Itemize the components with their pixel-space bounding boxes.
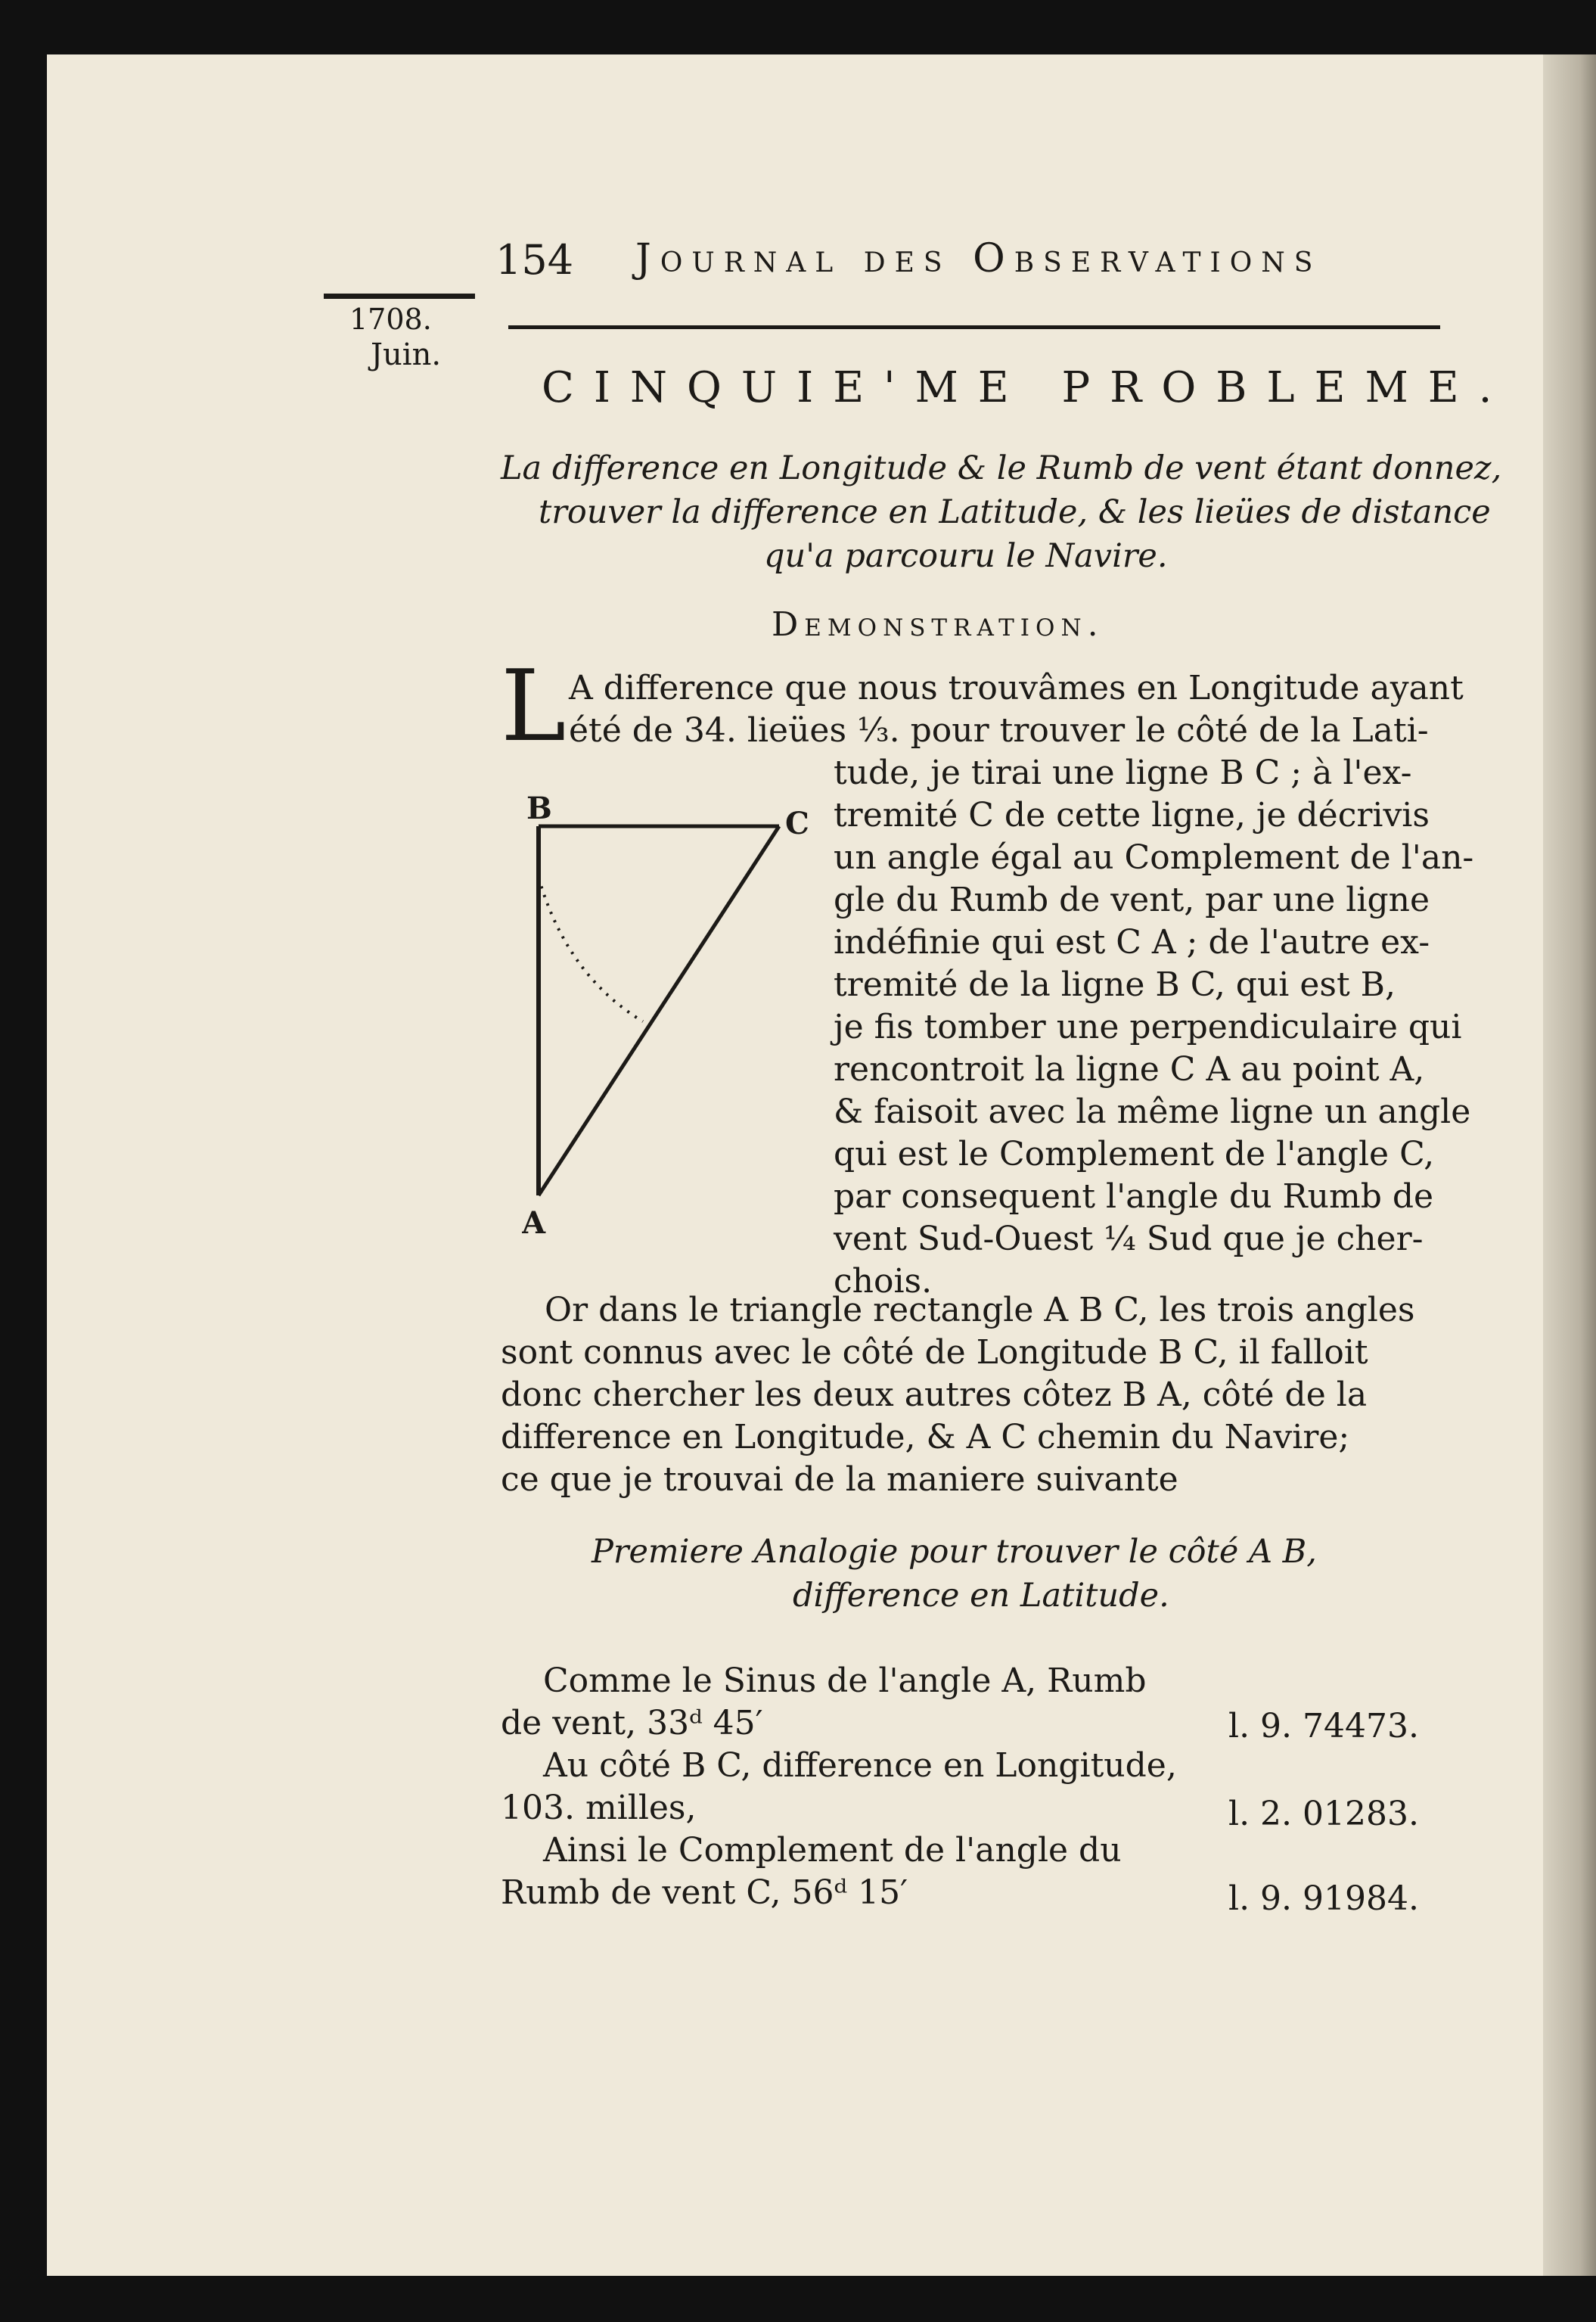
paragraph-2-line: difference en Longitude, & A C chemin du Navire;: [501, 1418, 1350, 1456]
label-a: A: [522, 1205, 546, 1241]
subtitle-line-1: La difference en Longitude & le Rumb de vent étant donnez,: [501, 449, 1502, 487]
paragraph-1-line: par consequent l'angle du Rumb de: [834, 1177, 1434, 1216]
margin-month: Juin.: [371, 337, 442, 372]
paragraph-1-line: vent Sud-Ouest ¼ Sud que je cher-: [834, 1220, 1424, 1258]
analogy-row-3-line-1: Ainsi le Complement de l'angle du: [543, 1831, 1122, 1870]
paragraph-1-line: qui est le Complement de l'angle C,: [834, 1135, 1435, 1173]
paragraph-1-line: tremité C de cette ligne, je décrivis: [834, 796, 1430, 835]
problem-title: CINQUIE'ME PROBLEME.: [542, 363, 1512, 412]
demonstration-heading: Demonstration.: [772, 605, 1104, 644]
paragraph-2-line: Or dans le triangle rectangle A B C, les trois angles: [545, 1291, 1415, 1329]
paragraph-1-line: tremité de la ligne B C, qui est B,: [834, 965, 1396, 1004]
analogy-row-1-value: l. 9. 74473.: [1228, 1707, 1419, 1745]
running-title: Journal des Observations: [635, 236, 1322, 281]
analogy-row-1-line-1: Comme le Sinus de l'angle A, Rumb: [543, 1661, 1147, 1700]
analogy-row-3-value: l. 9. 91984.: [1228, 1879, 1419, 1918]
margin-year: 1708.: [349, 303, 432, 336]
label-c: C: [785, 806, 809, 841]
subtitle-line-3: qu'a parcouru le Navire.: [764, 537, 1168, 575]
analogy-row-2-line-2: 103. milles,: [501, 1789, 697, 1827]
paragraph-1-line: indéfinie qui est C A ; de l'autre ex-: [834, 923, 1430, 962]
paragraph-1-line: A difference que nous trouvâmes en Longitude ayant: [569, 669, 1464, 707]
paragraph-1-line: chois.: [834, 1262, 933, 1301]
page-gutter: [1543, 54, 1596, 2276]
analogy-subtitle: difference en Latitude.: [793, 1577, 1169, 1615]
analogy-title: Premiere Analogie pour trouver le côté A B,: [592, 1533, 1317, 1571]
page-number: 154: [495, 236, 574, 284]
paragraph-2-line: sont connus avec le côté de Longitude B C, il falloit: [501, 1333, 1368, 1372]
triangle-diagram: [522, 787, 840, 1256]
analogy-row-3-line-2: Rumb de vent C, 56ᵈ 15′: [501, 1873, 908, 1912]
analogy-row-2-line-1: Au côté B C, difference en Longitude,: [543, 1746, 1177, 1785]
subtitle-line-2: trouver la difference en Latitude, & les lieües de distance: [539, 493, 1491, 531]
angle-arc: [539, 878, 643, 1021]
paragraph-1-line: gle du Rumb de vent, par une ligne: [834, 881, 1430, 919]
analogy-row-2-value: l. 2. 01283.: [1228, 1795, 1419, 1833]
label-b: B: [526, 791, 552, 826]
line-ca: [539, 826, 779, 1195]
paragraph-1-line: & faisoit avec la même ligne un angle: [834, 1093, 1471, 1131]
paragraph-1-line: été de 34. lieües ⅓. pour trouver le côté de la Lati-: [569, 711, 1429, 750]
paragraph-1-line: un angle égal au Complement de l'an-: [834, 838, 1474, 877]
header-rule: [508, 325, 1440, 329]
margin-rule: [324, 294, 475, 299]
drop-cap: L: [501, 648, 567, 763]
paragraph-2-line: donc chercher les deux autres côtez B A, côté de la: [501, 1375, 1368, 1414]
paragraph-1-line: je fis tomber une perpendiculaire qui: [834, 1008, 1462, 1046]
paragraph-1-line: rencontroit la ligne C A au point A,: [834, 1050, 1425, 1089]
paragraph-2-line: ce que je trouvai de la maniere suivante: [501, 1460, 1178, 1499]
paragraph-1-line: tude, je tirai une ligne B C ; à l'ex-: [834, 754, 1412, 792]
analogy-row-1-line-2: de vent, 33ᵈ 45′: [501, 1704, 763, 1742]
